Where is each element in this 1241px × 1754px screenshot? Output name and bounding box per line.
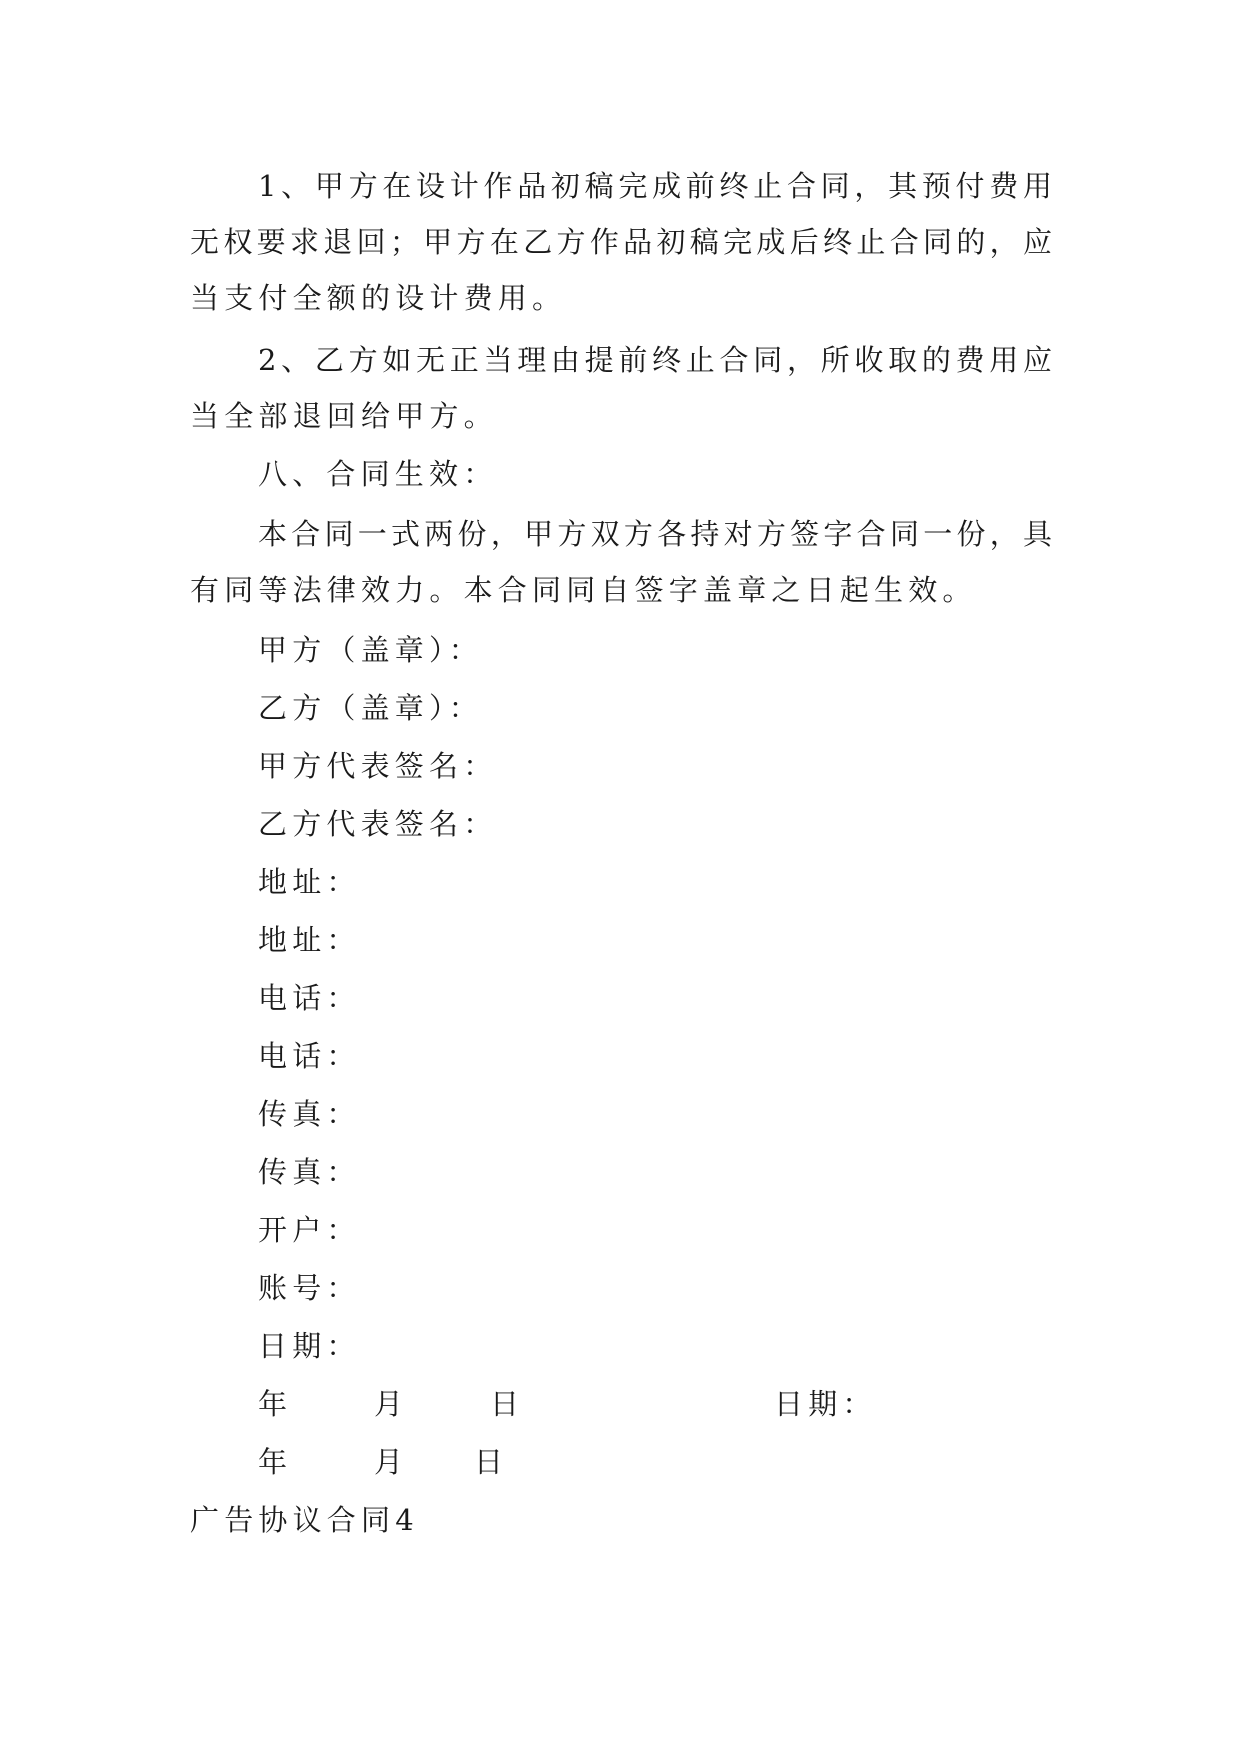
paragraph-3-line-2: 有同等法律效力。本合同同自签字盖章之日起生效。	[190, 573, 977, 607]
paragraph-2-line-2: 当全部退回给甲方。	[190, 399, 498, 433]
date-row-2	[0, 1442, 1241, 1482]
section-heading: 八、合同生效：	[258, 457, 498, 491]
paragraph-1-line-1: 1、甲方在设计作品初稿完成前终止合同，其预付费用	[258, 169, 1052, 203]
account-field: 账号：	[258, 1271, 361, 1305]
phone-field-a: 电话：	[258, 981, 361, 1015]
next-document-title: 广告协议合同4	[190, 1503, 419, 1537]
date-row-1-month: 月	[374, 1387, 409, 1421]
paragraph-1-line-2: 无权要求退回；甲方在乙方作品初稿完成后终止合同的，应	[190, 225, 1052, 259]
date-row-1-date-label: 日期：	[774, 1387, 877, 1421]
paragraph-2-line-1: 2、乙方如无正当理由提前终止合同，所收取的费用应	[258, 343, 1052, 377]
date-row-1-day: 日	[490, 1387, 525, 1421]
address-field-b: 地址：	[258, 923, 361, 957]
date-row-1-year: 年	[258, 1387, 293, 1421]
party-a-seal-field: 甲方（盖章）：	[258, 633, 483, 667]
phone-field-b: 电话：	[258, 1039, 361, 1073]
date-row-2-year: 年	[258, 1445, 293, 1479]
paragraph-3-line-1: 本合同一式两份，甲方双方各持对方签字合同一份，具	[258, 517, 1052, 551]
fax-field-b: 传真：	[258, 1155, 361, 1189]
address-field-a: 地址：	[258, 865, 361, 899]
date-row-2-month: 月	[374, 1445, 409, 1479]
date-field: 日期：	[258, 1329, 361, 1363]
bank-field: 开户：	[258, 1213, 361, 1247]
party-b-representative-field: 乙方代表签名：	[258, 807, 498, 841]
date-row-2-day: 日	[474, 1445, 509, 1479]
date-row-1	[0, 1384, 1241, 1424]
party-a-representative-field: 甲方代表签名：	[258, 749, 498, 783]
fax-field-a: 传真：	[258, 1097, 361, 1131]
party-b-seal-field: 乙方（盖章）：	[258, 691, 483, 725]
paragraph-1-line-3: 当支付全额的设计费用。	[190, 281, 567, 315]
